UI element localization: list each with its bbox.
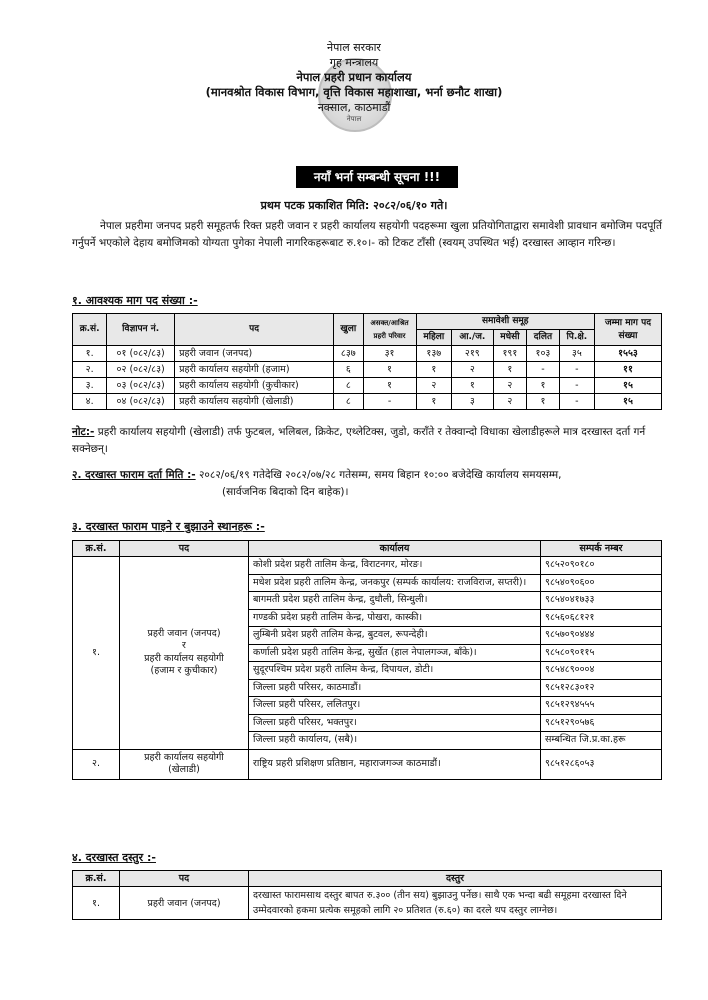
cell-office: गण्डकी प्रदेश प्रहरी तालिम केन्द्र, पोखरा, कास्की। xyxy=(249,609,541,627)
th-aj: आ./ज. xyxy=(452,330,494,346)
cell-office: राष्ट्रिय प्रहरी प्रशिक्षण प्रतिष्ठान, महाराजगञ्ज काठमाडौं। xyxy=(249,749,541,779)
th-backward: पि.क्षे. xyxy=(559,330,594,346)
cell-sn: १. xyxy=(73,557,120,750)
th-post: पद xyxy=(120,871,249,887)
cell-contact: ९८५६०६८१२१ xyxy=(541,609,662,627)
table-row xyxy=(73,887,662,920)
cell-post-group xyxy=(120,749,249,779)
table-row xyxy=(73,362,662,378)
letterhead xyxy=(0,40,708,124)
cell-aj: १ xyxy=(452,378,494,394)
th-total: जम्मा माग पद संख्या xyxy=(595,314,662,346)
cell-women: १ xyxy=(416,362,452,378)
cell-open: ८३७ xyxy=(334,346,363,362)
cell-post: प्रहरी कार्यालय सहयोगी (खेलाडी) xyxy=(175,394,334,410)
offices-table xyxy=(72,540,662,780)
th-post: पद xyxy=(175,314,334,346)
cell-total: ११ xyxy=(595,362,662,378)
cell-madhesi: १९१ xyxy=(493,346,527,362)
th-open: खुला xyxy=(334,314,363,346)
cell-backward: - xyxy=(559,394,594,410)
office-line: नेपाल प्रहरी प्रधान कार्यालय xyxy=(296,70,412,84)
post-line: (खेलाडी) xyxy=(168,764,200,775)
cell-sn: २. xyxy=(73,362,107,378)
cell-contact: ९८५८०९०११५ xyxy=(541,644,662,662)
cell-office: बागमती प्रदेश प्रहरी तालिम केन्द्र, दुधौली, सिन्धुली। xyxy=(249,592,541,610)
cell-contact: ९८५१२८६०५३ xyxy=(541,749,662,779)
cell-family: १ xyxy=(363,378,416,394)
cell-post-group xyxy=(120,557,249,750)
section2 xyxy=(72,467,672,501)
cell-fee: दरखास्त फारामसाथ दस्तुर बापत रु.३०० (तीन सय) बुझाउनु पर्नेछ। साथै एक भन्दा बढी समूहमा दरखास्त दिने उम्मेदवारको हकमा प्रत्येक समूहको लागि २० प्रतिशत (रु.६०) का दरले थप दस्तुर लाग्नेछ। xyxy=(249,887,662,920)
th-dalit: दलित xyxy=(527,330,559,346)
cell-contact: ९८५१२९०५७६ xyxy=(541,714,662,732)
cell-backward: - xyxy=(559,378,594,394)
cell-ad: ०२ (०८२/८३) xyxy=(107,362,175,378)
fee-table xyxy=(72,870,662,920)
cell-ad: ०१ (०८२/८३) xyxy=(107,346,175,362)
post-line: प्रहरी जवान (जनपद) xyxy=(147,627,221,639)
cell-office: सुदूरपश्चिम प्रदेश प्रहरी तालिम केन्द्र, दिपायल, डोटी। xyxy=(249,662,541,680)
cell-family: - xyxy=(363,394,416,410)
vacancy-table xyxy=(72,313,662,410)
th-sn: क्र.सं. xyxy=(73,314,107,346)
cell-office: मधेश प्रदेश प्रहरी तालिम केन्द्र, जनकपुर (सम्पर्क कार्यालय: राजविराज, सप्तरी)। xyxy=(249,574,541,592)
seal-caption: नेपाल xyxy=(346,115,362,123)
th-family: असक्त/आश्रित प्रहरी परिवार xyxy=(363,314,416,346)
post-line: प्रहरी कार्यालय सहयोगी xyxy=(144,751,224,763)
ministry-line: गृह मन्त्रालय xyxy=(329,56,379,69)
th-fee: दस्तुर xyxy=(249,871,662,887)
table-row xyxy=(73,557,662,575)
intro-paragraph: नेपाल प्रहरीमा जनपद प्रहरी समूहतर्फ रिक्त प्रहरी जवान र प्रहरी कार्यालय सहयोगी पदहरूमा खुला प्रतियोगिताद्वारा समावेशी प्रावधान बमोजिम पदपूर्ति गर्नुपर्ने भएकोले देहाय बमोजिमको योग्यता पुगेका नेपाली नागरिकहरूबाट रु.१०।- को टिकट टाँसी (स्वयम् उपस्थित भई) दरखास्त आव्हान गरिन्छ। xyxy=(72,220,662,249)
th-office: कार्यालय xyxy=(249,541,541,557)
cell-aj: २ xyxy=(452,362,494,378)
cell-women: १३७ xyxy=(416,346,452,362)
cell-dalit: १ xyxy=(527,394,559,410)
th-contact: सम्पर्क नम्बर xyxy=(541,541,662,557)
post-line: र xyxy=(182,640,186,652)
cell-office: कोशी प्रदेश प्रहरी तालिम केन्द्र, विराटनगर, मोरङ। xyxy=(249,557,541,575)
cell-madhesi: १ xyxy=(493,362,527,378)
section2-text2: (सार्वजनिक बिदाको दिन बाहेक)। xyxy=(222,486,349,498)
cell-madhesi: २ xyxy=(493,394,527,410)
cell-women: १ xyxy=(416,394,452,410)
cell-dalit: १ xyxy=(527,378,559,394)
cell-sn: ४. xyxy=(73,394,107,410)
section2-title: २. दरखास्त फाराम दर्ता मिति :- xyxy=(72,469,196,481)
cell-contact: ९८५१२८३०१२ xyxy=(541,679,662,697)
notice-banner: नयाँ भर्ना सम्बन्धी सूचना !!! xyxy=(296,166,458,188)
cell-total: १५ xyxy=(595,394,662,410)
section2-text: २०८२/०६/१९ गतेदेखि २०८२/०७/२८ गतेसम्म, समय बिहान १०:०० बजेदेखि कार्यालय समयसम्म, xyxy=(198,469,562,481)
section3-title: ३. दरखास्त फाराम पाइने र बुझाउने स्थानहरू :- xyxy=(72,520,265,533)
cell-post: प्रहरी जवान (जनपद) xyxy=(120,887,249,920)
cell-dalit: १०३ xyxy=(527,346,559,362)
th-inclusive: समावेशी समूह xyxy=(416,314,594,330)
cell-sn: १. xyxy=(73,346,107,362)
note-label: नोट:- xyxy=(72,426,95,438)
table-row xyxy=(73,346,662,362)
cell-office: जिल्ला प्रहरी कार्यालय, (सबै)। xyxy=(249,732,541,750)
cell-women: २ xyxy=(416,378,452,394)
cell-family: १ xyxy=(363,362,416,378)
cell-contact: ९८५१२९४५५५ xyxy=(541,697,662,715)
department-line: (मानवश्रोत विकास विभाग, वृत्ति विकास महाशाखा, भर्ना छनौट शाखा) xyxy=(205,85,503,99)
cell-post: प्रहरी कार्यालय सहयोगी (हजाम) xyxy=(175,362,334,378)
cell-contact: सम्बन्धित जि.प्र.का.हरू xyxy=(541,732,662,750)
cell-post: प्रहरी जवान (जनपद) xyxy=(175,346,334,362)
cell-sn: १. xyxy=(73,887,120,920)
th-women: महिला xyxy=(416,330,452,346)
cell-open: ६ xyxy=(334,362,363,378)
th-madhesi: मधेसी xyxy=(493,330,527,346)
table-row xyxy=(73,749,662,779)
cell-open: ८ xyxy=(334,394,363,410)
publication-date: प्रथम पटक प्रकाशित मिति: २०८२/०६/१० गते। xyxy=(260,199,448,212)
govt-line: नेपाल सरकार xyxy=(327,41,381,54)
cell-contact: ९८५४०४१७३३ xyxy=(541,592,662,610)
cell-open: ८ xyxy=(334,378,363,394)
cell-ad: ०४ (०८२/८३) xyxy=(107,394,175,410)
th-sn: क्र.सं. xyxy=(73,541,120,557)
table-row xyxy=(73,394,662,410)
th-sn: क्र.सं. xyxy=(73,871,120,887)
cell-family: ३१ xyxy=(363,346,416,362)
cell-office: जिल्ला प्रहरी परिसर, भक्तपुर। xyxy=(249,714,541,732)
th-ad: विज्ञापन नं. xyxy=(107,314,175,346)
cell-contact: ९८५४०९०६०० xyxy=(541,574,662,592)
table-row xyxy=(73,378,662,394)
cell-backward: - xyxy=(559,362,594,378)
section1-title: १. आवश्यक माग पद संख्या :- xyxy=(72,294,198,307)
cell-office: लुम्बिनी प्रदेश प्रहरी तालिम केन्द्र, बुटवल, रूपन्देही। xyxy=(249,627,541,645)
cell-madhesi: २ xyxy=(493,378,527,394)
cell-sn: ३. xyxy=(73,378,107,394)
cell-total: १५५३ xyxy=(595,346,662,362)
cell-ad: ०३ (०८२/८३) xyxy=(107,378,175,394)
section4-title: ४. दरखास्त दस्तुर :- xyxy=(72,851,156,864)
post-line: प्रहरी कार्यालय सहयोगी xyxy=(144,652,224,664)
cell-aj: ३ xyxy=(452,394,494,410)
note-text: प्रहरी कार्यालय सहयोगी (खेलाडी) तर्फ फुटबल, भलिबल, क्रिकेट, एथ्लेटिक्स, जुडो, कराँते र तेक्वान्दो विधाका खेलाडीहरूले मात्र दरखास्त दर्ता गर्न सक्नेछन्। xyxy=(72,426,646,455)
cell-contact: ९८५२०९०१८० xyxy=(541,557,662,575)
cell-sn: २. xyxy=(73,749,120,779)
address-line: नक्साल, काठमाडौं xyxy=(317,101,391,114)
cell-post: प्रहरी कार्यालय सहयोगी (कुचीकार) xyxy=(175,378,334,394)
cell-contact: ९८५७०९०४४४ xyxy=(541,627,662,645)
cell-contact: ९८५४८९०००४ xyxy=(541,662,662,680)
cell-office: कर्णाली प्रदेश प्रहरी तालिम केन्द्र, सुर्खेत (हाल नेपालगञ्ज, बाँके)। xyxy=(249,644,541,662)
cell-dalit: - xyxy=(527,362,559,378)
cell-backward: ३५ xyxy=(559,346,594,362)
cell-office: जिल्ला प्रहरी परिसर, काठमाडौं। xyxy=(249,679,541,697)
cell-total: १५ xyxy=(595,378,662,394)
cell-aj: २१९ xyxy=(452,346,494,362)
cell-office: जिल्ला प्रहरी परिसर, ललितपुर। xyxy=(249,697,541,715)
post-line: (हजाम र कुचीकार) xyxy=(150,665,218,677)
th-post: पद xyxy=(120,541,249,557)
note xyxy=(72,424,662,458)
